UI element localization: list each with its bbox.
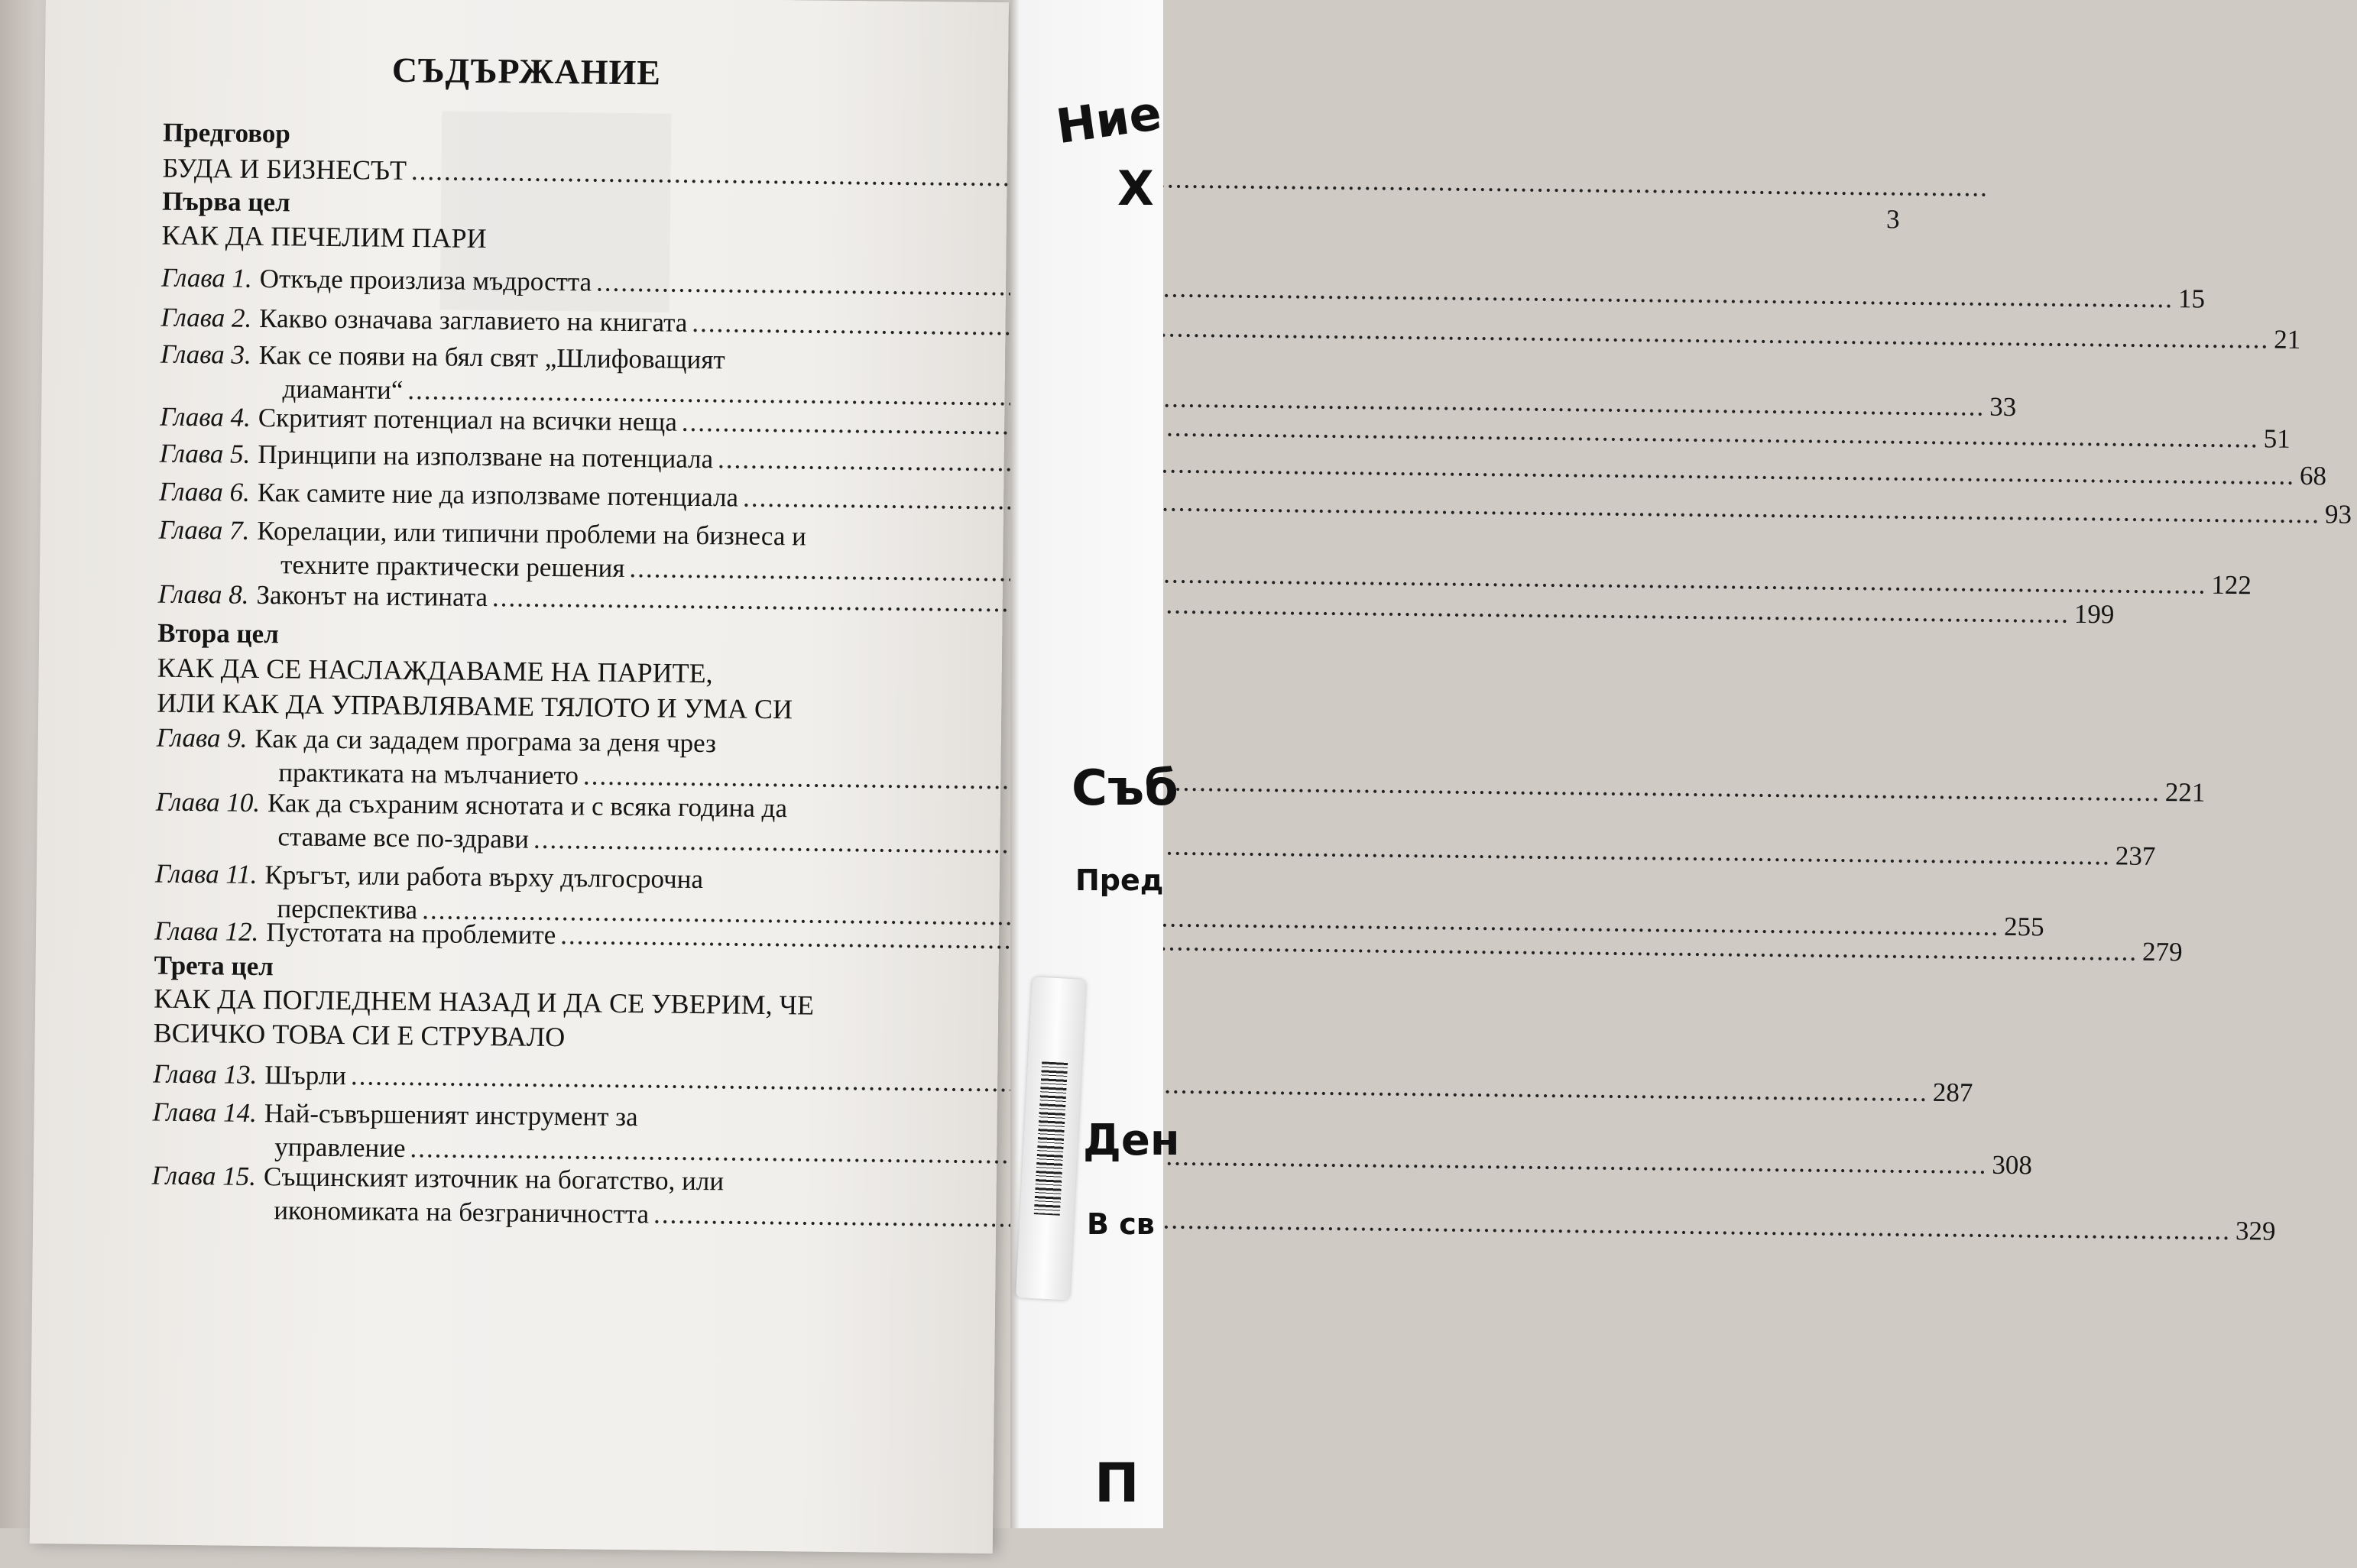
chapter-number: Глава 6. [159, 475, 250, 510]
page-number: 308 [1992, 1148, 2032, 1183]
part-title-text: ИЛИ КАК ДА УПРАВЛЯВАМЕ ТЯЛОТО И УМА СИ [157, 686, 793, 727]
part-title-text: КАК ДА СЕ НАСЛАЖДАВАМЕ НА ПАРИТЕ, [157, 651, 713, 691]
chapter-title: диаманти“ [282, 372, 403, 407]
chapter-number: Глава 13. [153, 1058, 258, 1092]
page-number: 329 [2235, 1214, 2276, 1249]
chapter-number: Глава 10. [156, 786, 261, 820]
chapter-title: перспектива [277, 892, 417, 927]
chapter-title: Най-съвършеният инструмент за [264, 1097, 638, 1134]
page-number: 3 [1876, 202, 1899, 236]
toc-entry [161, 261, 956, 303]
page-number: 221 [2165, 776, 2206, 810]
book-page [30, 0, 1009, 1553]
cover-text-5: Ден [1083, 1116, 1180, 1165]
chapter-number: Глава 11. [155, 857, 258, 892]
chapter-title: Откъде произлиза мъдростта [260, 262, 592, 300]
chapter-title: Как се появи на бял свят „Шлифоващият [259, 339, 725, 377]
chapter-title: Пустотата на проблемите [266, 915, 556, 952]
chapter-title: икономиката на безграничността [274, 1194, 649, 1231]
part-title-text: ВСИЧКО ТОВА СИ Е СТРУВАЛО [154, 1016, 566, 1055]
cover-text-4: Пред [1075, 863, 1163, 897]
chapter-title: Скритият потенциал на всички неща [258, 401, 677, 439]
toc-title: СЪДЪРЖАНИЕ [45, 46, 1008, 96]
chapter-number: Глава 7. [158, 513, 249, 548]
chapter-number: Глава 3. [160, 338, 251, 372]
chapter-title: практиката на мълчанието [278, 756, 579, 792]
second-book-cover [1010, 0, 1163, 1528]
toc-entry [151, 1159, 947, 1235]
page-number: 21 [2274, 323, 2300, 357]
chapter-number: Глава 12. [154, 915, 259, 949]
leader-dots [653, 1197, 2231, 1248]
chapter-title: техните практически решения [280, 548, 625, 585]
toc-entry [155, 786, 951, 861]
cover-text-7: П [1094, 1452, 1140, 1515]
cover-text-3: Съб [1072, 760, 1178, 817]
page-number: 122 [2211, 569, 2252, 603]
chapter-number: Глава 2. [160, 301, 251, 335]
toc-entry [156, 721, 952, 797]
chapter-title: Как да съхраним яснотата и с всяка година да [267, 786, 787, 825]
page-number: 68 [2300, 459, 2326, 493]
page-number: 279 [2142, 935, 2183, 970]
page-number: 33 [1989, 390, 2016, 424]
part-label-text: Предговор [163, 116, 290, 151]
chapter-title: Как самите ние да използваме потенциала [258, 476, 739, 515]
page-number: 93 [2325, 497, 2352, 531]
part-title-text: БУДА И БИЗНЕСЪТ [162, 151, 407, 187]
chapter-number: Глава 9. [157, 721, 248, 756]
barcode [1034, 1061, 1068, 1216]
chapter-number: Глава 15. [152, 1159, 257, 1194]
page-number: 51 [2264, 422, 2291, 455]
chapter-title: Шърли [264, 1058, 346, 1093]
cover-text-6: В св [1087, 1207, 1155, 1241]
page-number: 287 [1933, 1076, 1973, 1110]
page-number: 15 [2178, 282, 2205, 316]
toc-entry [158, 513, 954, 589]
chapter-title: Корелации, или типични проблеми на бизнеса и [257, 514, 806, 554]
toc-entry [153, 1058, 948, 1100]
chapter-title: Принципи на използване на потенциала [258, 438, 713, 476]
chapter-title: управление [274, 1130, 406, 1165]
chapter-title: Същинският източник на богатство, или [264, 1160, 725, 1198]
page-number: 199 [2074, 598, 2115, 632]
part-label-text: Първа цел [162, 185, 290, 220]
chapter-number: Глава 1. [161, 261, 252, 296]
part-label-text: Втора цел [157, 617, 279, 652]
part-label-text: Трета цел [154, 949, 274, 984]
chapter-number: Глава 8. [158, 578, 249, 612]
chapter-number: Глава 4. [160, 400, 251, 435]
cover-text-1: Ние [1053, 85, 1165, 154]
chapter-title: ставаме все по-здрави [277, 820, 529, 856]
page-number: 237 [2115, 839, 2156, 873]
toc-entry [160, 301, 955, 343]
cover-text-2: Х [1117, 160, 1154, 216]
chapter-title: Какво означава заглавието на книгата [259, 302, 688, 340]
part-title-text: КАК ДА ПОГЛЕДНЕМ НАЗАД И ДА СЕ УВЕРИМ, ЧЕ [154, 982, 814, 1022]
chapter-number: Глава 14. [152, 1096, 257, 1130]
toc-entry [159, 437, 954, 479]
chapter-number: Глава 5. [159, 437, 250, 471]
page-number: 255 [2004, 910, 2044, 944]
chapter-title: Законът на истината [256, 578, 488, 614]
toc-entry [159, 475, 954, 517]
chapter-title: Кръгът, или работа върху дългосрочна [264, 858, 703, 896]
part-title-text: КАК ДА ПЕЧЕЛИМ ПАРИ [161, 219, 486, 255]
chapter-title: Как да си зададем програма за деня чрез [255, 722, 716, 760]
